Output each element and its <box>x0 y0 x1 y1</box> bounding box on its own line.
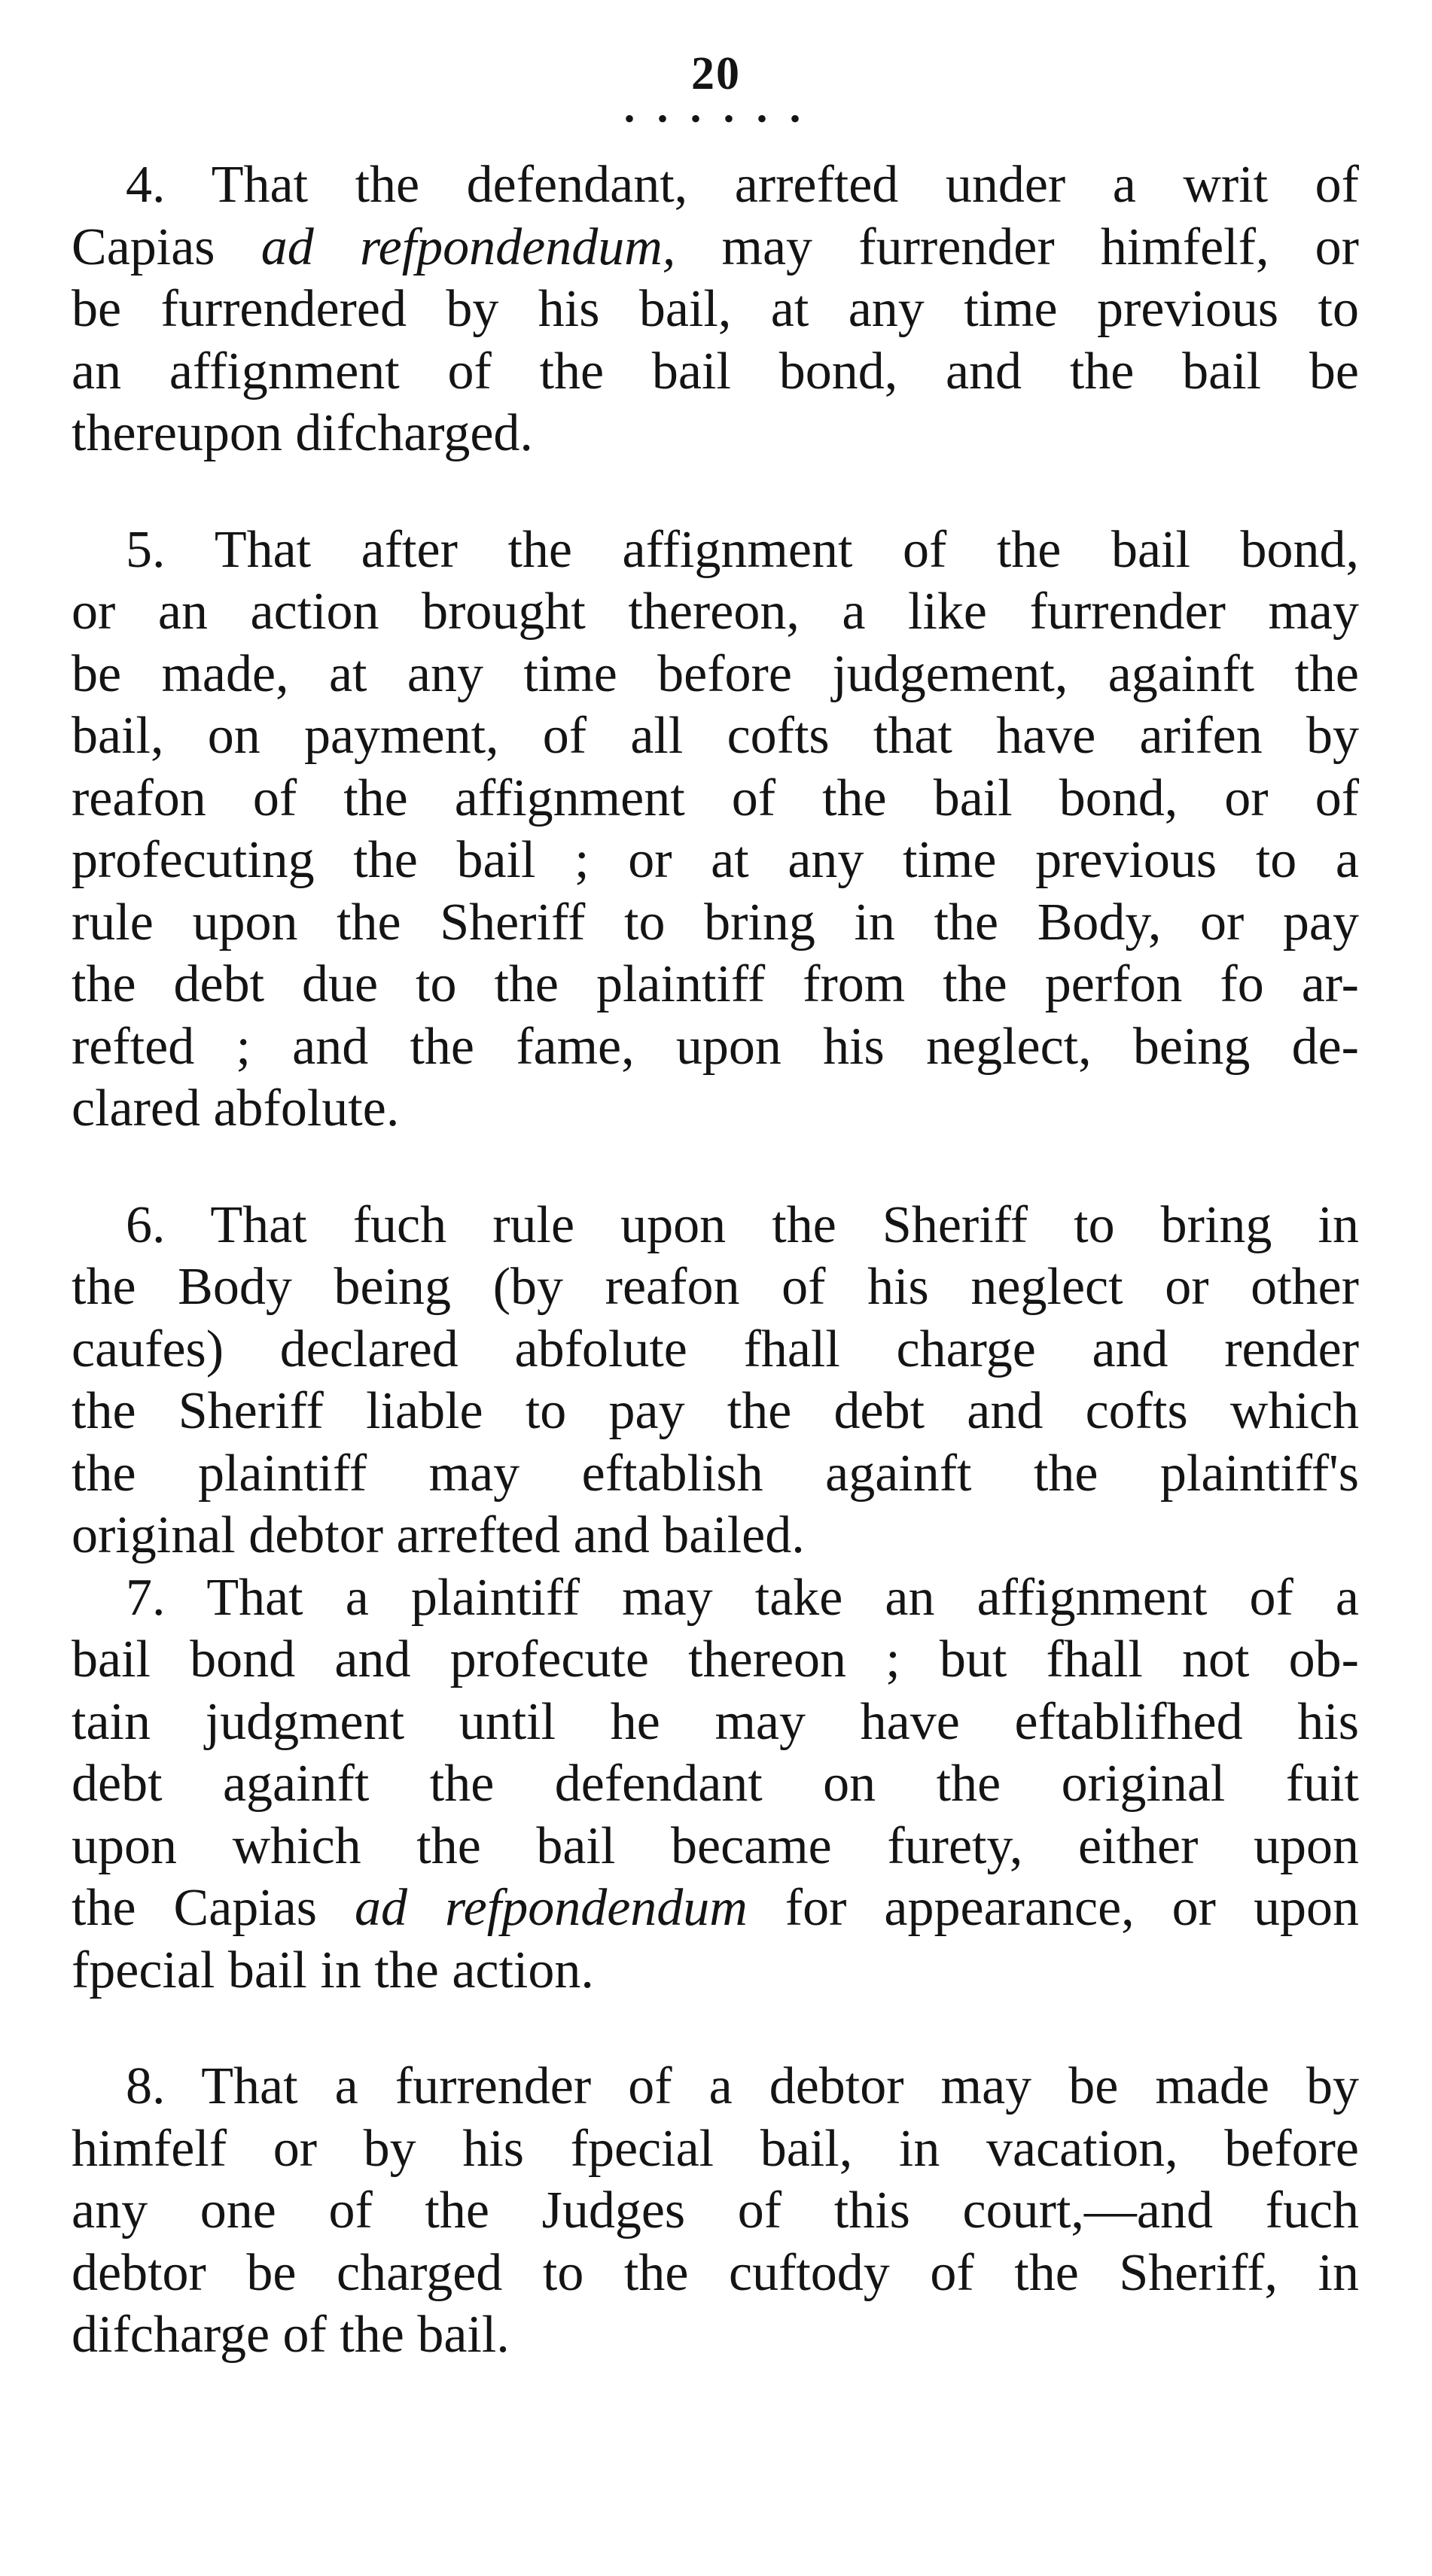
text-line: himfelf or by his fpecial bail, in vacation, before <box>72 2119 1359 2178</box>
text-line: 6. That fuch rule upon the Sheriff to bring in <box>126 1195 1359 1254</box>
text-line: profecuting the bail ; or at any time previous to a <box>72 831 1359 889</box>
text-line: debt againft the defendant on the original fuit <box>72 1755 1359 1813</box>
paragraph-5 <box>72 519 1359 1140</box>
text-line: tain judgment until he may have eftablifhed his <box>72 1692 1359 1751</box>
text-line: 8. That a furrender of a debtor may be made by <box>126 2057 1359 2115</box>
text-line: caufes) declared abfolute fhall charge and render <box>72 1320 1359 1378</box>
text-line: 5. That after the affignment of the bail bond, <box>126 520 1359 579</box>
text-line: rule upon the Sheriff to bring in the Body, or pay <box>72 893 1359 952</box>
paragraph-6 <box>72 1195 1359 1567</box>
text-line: reafon of the affignment of the bail bond, or of <box>72 769 1359 827</box>
text-line: bail, on payment, of all cofts that have arifen by <box>72 707 1359 765</box>
ornament-dots: • • • • • • <box>623 102 809 135</box>
text-line: difcharge of the bail. <box>72 2306 510 2364</box>
text-line: Capias ad refpondendum, may furrender himfelf, or <box>72 218 1359 276</box>
paragraph-4 <box>72 154 1359 465</box>
text-line: bail bond and profecute thereon ; but fhall not ob- <box>72 1631 1359 1688</box>
text-line: thereupon difcharged. <box>72 404 533 462</box>
text-line: 7. That a plaintiff may take an affignment of a <box>126 1568 1359 1627</box>
text-line: the debt due to the plaintiff from the perfon fo ar- <box>72 955 1359 1013</box>
body-text <box>72 154 1359 2367</box>
paragraph-8 <box>72 2056 1359 2367</box>
text-line: an affignment of the bail bond, and the bail be <box>72 342 1359 400</box>
page-number: 20 <box>691 48 741 99</box>
text-line: or an action brought thereon, a like furrender may <box>72 583 1359 641</box>
text-line: the plaintiff may eftablish againft the plaintiff's <box>72 1444 1359 1503</box>
text-line: fpecial bail in the action. <box>72 1941 594 1999</box>
text-line: the Capias ad refpondendum for appearance, or upon <box>72 1879 1359 1937</box>
text-line: the Body being (by reafon of his neglect or other <box>72 1258 1359 1316</box>
text-line: refted ; and the fame, upon his neglect, being de- <box>72 1017 1359 1076</box>
text-line: debtor be charged to the cuftody of the Sheriff, in <box>72 2243 1359 2302</box>
text-line: upon which the bail became furety, either upon <box>72 1816 1359 1875</box>
text-line: clared abfolute. <box>72 1079 400 1137</box>
text-line: 4. That the defendant, arrefted under a writ of <box>126 156 1359 214</box>
text-line: the Sheriff liable to pay the debt and cofts which <box>72 1382 1359 1440</box>
text-line: original debtor arrefted and bailed. <box>72 1506 805 1564</box>
text-line: any one of the Judges of this court,—and fuch <box>72 2182 1359 2240</box>
text-line: be made, at any time before judgement, againft the <box>72 644 1359 703</box>
paragraph-7 <box>72 1567 1359 2002</box>
text-line: be furrendered by his bail, at any time previous to <box>72 280 1359 338</box>
